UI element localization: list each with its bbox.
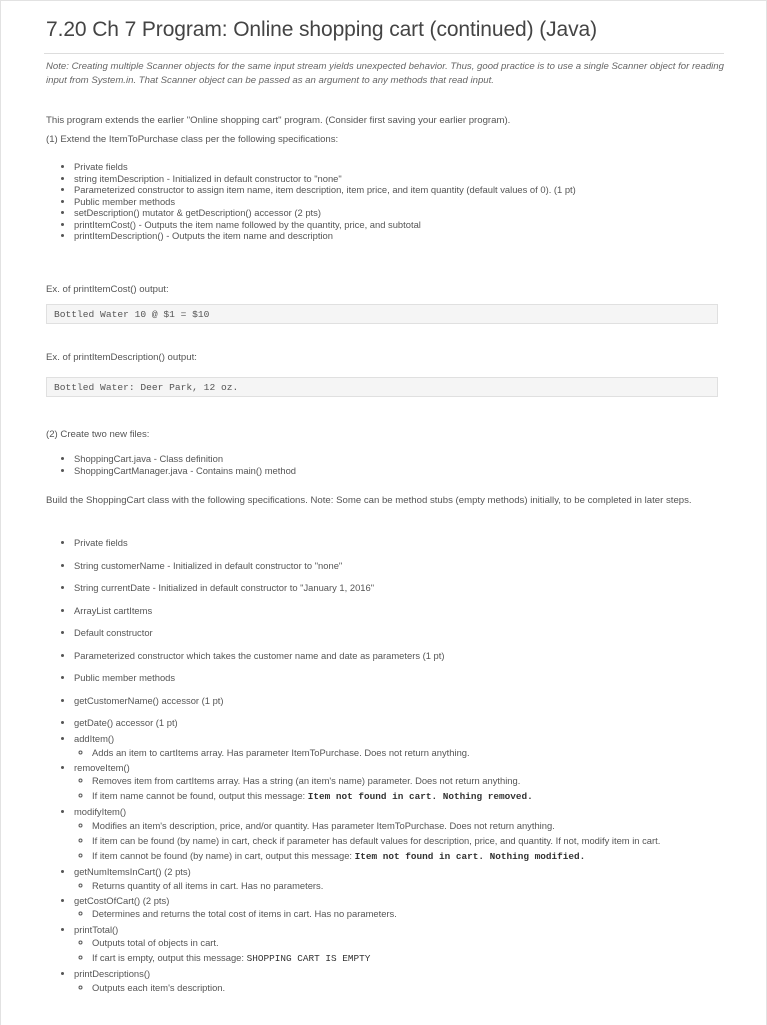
message-code: Item not found in cart. Nothing modified. [354,850,586,862]
method-details [74,937,714,965]
method-details [74,747,714,759]
list-item: • String customerName - Initialized in default constructor to "none" [74,560,445,572]
list-item: • Parameterized constructor which takes the customer name and date as parameters (1 pt) [74,650,445,662]
cart-spec-list [46,537,445,740]
ex1-code-block: Bottled Water 10 @ $1 = $10 [46,304,718,324]
list-item: ◦ Outputs each item's description. [92,982,714,994]
page-title: 7.20 Ch 7 Program: Online shopping cart (continued) (Java) [46,18,597,41]
method-getcost [74,895,714,921]
method-name: printDescriptions() [74,968,151,980]
method-details [74,820,714,863]
step2-heading: (2) Create two new files: [46,429,150,440]
method-printdescriptions [74,968,714,994]
list-item: • string itemDescription - Initialized in default constructor to "none" [74,173,576,185]
list-item: • ArrayList cartItems [74,605,445,617]
method-name: removeItem() [74,761,130,773]
list-item: • Default constructor [74,627,445,639]
list-item: • Private fields [74,161,576,173]
message-label: If item name cannot be found, output this message: [92,790,308,802]
method-details [74,880,714,892]
list-item: ◦ If item can be found (by name) in cart, check if parameter has default values for description, price, and quantity. If not, modify item in cart. [92,835,714,847]
message-label: If item cannot be found (by name) in cart, output this message: [92,849,355,861]
list-item: • setDescription() mutator & getDescription() accessor (2 pts) [74,207,576,219]
list-item: • ShoppingCart.java - Class definition [74,453,296,465]
list-item: • getCustomerName() accessor (1 pt) [74,695,445,707]
list-item: • String currentDate - Initialized in default constructor to "January 1, 2016" [74,582,445,594]
title-divider [44,53,724,54]
list-item: ◦ Returns quantity of all items in cart. Has no parameters. [92,880,714,892]
list-item: ◦ Modifies an item's description, price, and/or quantity. Has parameter ItemToPurchase. Does not return anything. [92,820,714,832]
build-instructions: Build the ShoppingCart class with the following specifications. Note: Some can be method stubs (empty methods) initially, to be completed in later steps. [46,495,692,506]
ex2-label: Ex. of printItemDescription() output: [46,352,197,363]
list-item: • ShoppingCartManager.java - Contains main() method [74,465,296,477]
list-item: ◦ Outputs total of objects in cart. [92,937,714,949]
list-item [92,790,714,803]
method-details [74,982,714,994]
ex1-label: Ex. of printItemCost() output: [46,284,169,295]
method-additem [74,733,714,759]
method-name: addItem() [74,733,115,744]
step1-list [46,161,576,242]
ex2-code-block: Bottled Water: Deer Park, 12 oz. [46,377,718,397]
list-item: ◦ Removes item from cartItems array. Has a string (an item's name) parameter. Does not return anything. [92,775,714,787]
message-label: If cart is empty, output this message: [92,952,247,964]
method-printtotal [74,924,714,966]
list-item: ◦ Adds an item to cartItems array. Has parameter ItemToPurchase. Does not return anything. [92,747,714,759]
method-details [74,908,714,920]
list-item: • getDate() accessor (1 pt) [74,717,445,729]
list-item: • printItemDescription() - Outputs the item name and description [74,230,576,242]
note-text: Note: Creating multiple Scanner objects for the same input stream yields unexpected behavior. Thus, good practice is to use a single Scanner object for reading input from System.in. That Scanner object can be passed as an argument to any methods that read input. [46,61,724,86]
method-name: printTotal() [74,923,119,935]
intro-text: This program extends the earlier "Online shopping cart" program. (Consider first saving your earlier program). [46,115,511,126]
method-name: getNumItemsInCart() (2 pts) [74,866,191,878]
step1-heading: (1) Extend the ItemToPurchase class per the following specifications: [46,134,339,145]
list-item: • Public member methods [74,672,445,684]
list-item: • Private fields [74,537,445,549]
list-item: • printItemCost() - Outputs the item name followed by the quantity, price, and subtotal [74,219,576,231]
list-item: ◦ Determines and returns the total cost of items in cart. Has no parameters. [92,908,714,920]
method-modifyitem [74,806,714,863]
method-removeitem [74,762,714,804]
message-code: Item not found in cart. Nothing removed. [307,791,533,803]
message-code: SHOPPING CART IS EMPTY [246,953,371,965]
method-getnumitems [74,866,714,892]
step2-list [46,453,296,476]
list-item [92,850,714,863]
list-item: • Public member methods [74,196,576,208]
method-details [74,775,714,803]
methods-list [46,733,714,997]
method-name: getCostOfCart() (2 pts) [74,894,170,906]
list-item [92,952,714,965]
list-item: • Parameterized constructor to assign item name, item description, item price, and item quantity (default values of 0). (1 pt) [74,184,576,196]
method-name: modifyItem() [74,806,127,818]
